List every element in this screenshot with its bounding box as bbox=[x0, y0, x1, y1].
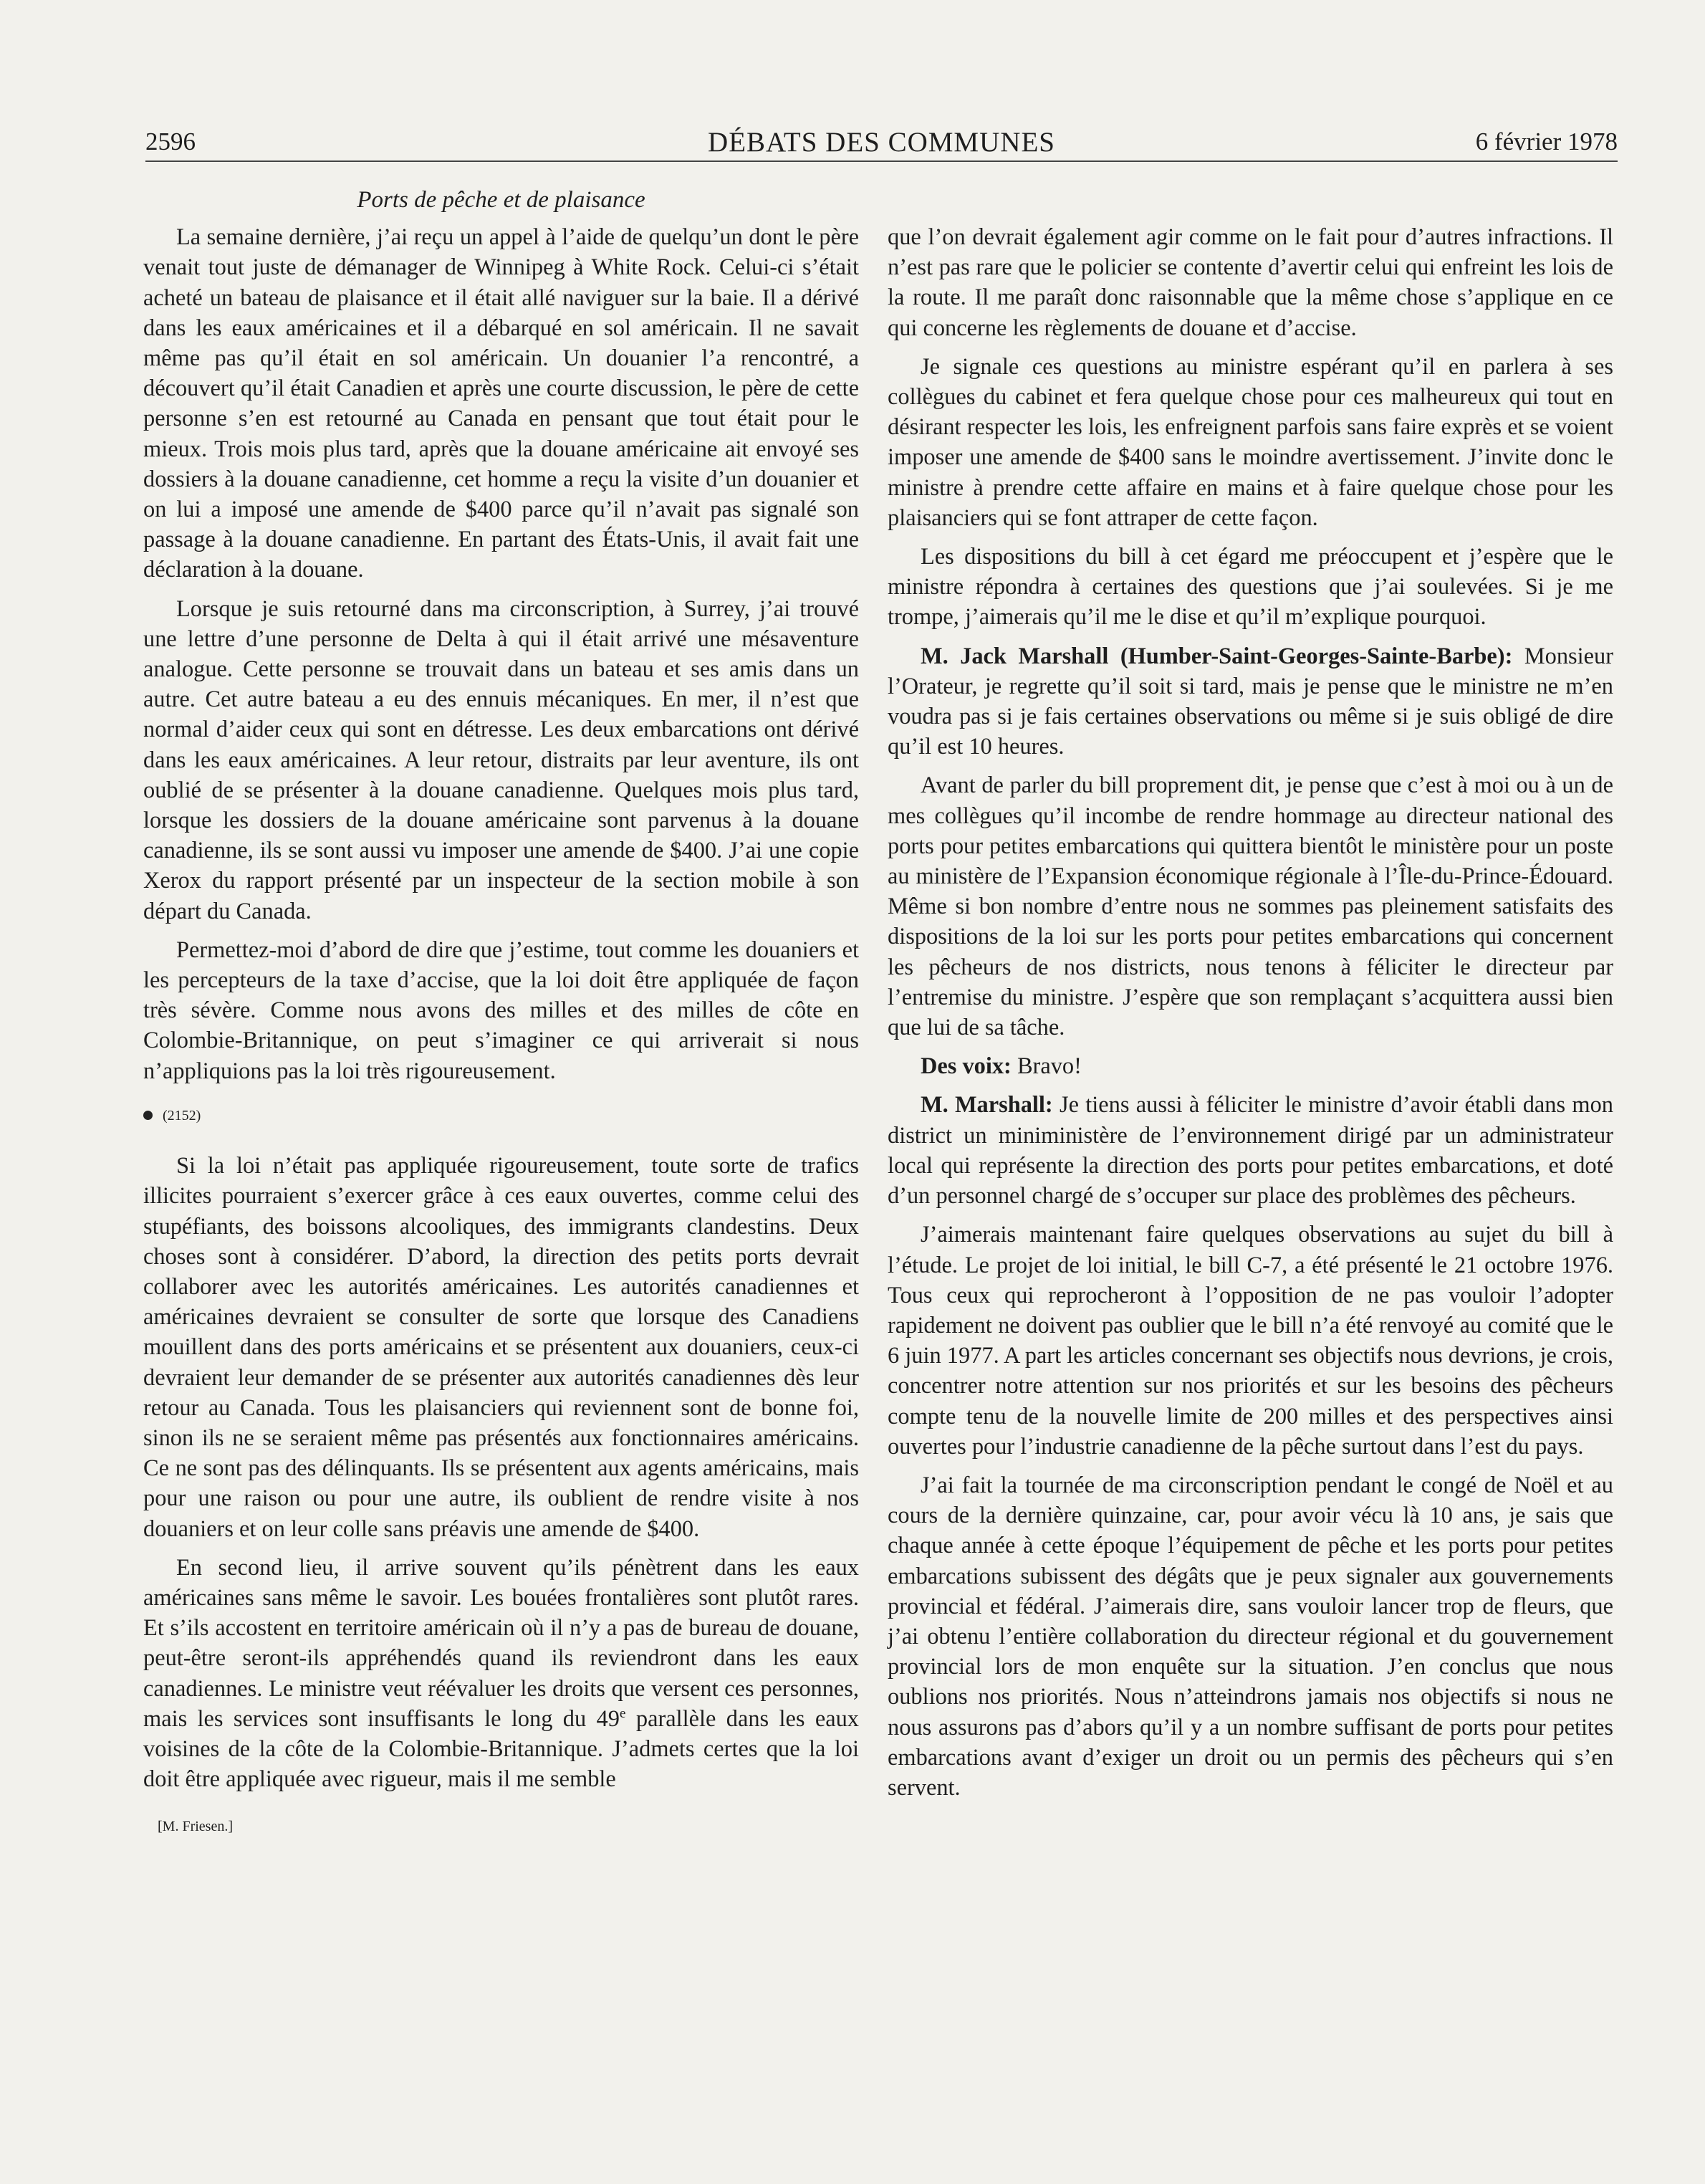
time-marker bbox=[143, 1101, 859, 1131]
paragraph bbox=[888, 641, 1613, 762]
paragraph bbox=[143, 1553, 859, 1795]
paragraph: La semaine dernière, j’ai reçu un appel à l’aide de quelqu’un dont le père venait tout juste de démanager de Winnipeg à White Rock. Celui-ci s’était acheté un bateau de plaisance et il était allé naviguer sur la baie. Il a dérivé dans les eaux américaines et il a débarqué en sol américain. Il ne savait même pas qu’il était en sol américain. Un douanier l’a rencontré, a découvert qu’il était Canadien et après une courte discussion, le père de cette personne s’en est retourné au Canada en pensant que tout était pour le mieux. Trois mois plus tard, après que la douane américaine ait envoyé ses dossiers à la douane canadienne, cet homme a reçu la visite d’un douanier et on lui a imposé une amende de $400 parce qu’il n’avait pas signalé son passage à la douane canadienne. En partant des États-Unis, il avait fait une déclaration à la douane. bbox=[143, 224, 859, 583]
paragraph: J’ai fait la tournée de ma circonscription pendant le congé de Noël et au cours de la dernière quinzaine, car, pour avoir vécu là 10 ans, je sais que chaque année à cette époque l’équipement de pêche et les ports pour petites embarcations subissent des dégâts que je peux signaler aux gouvernements provincial et fédéral. J’aimerais dire, sans vouloir lancer trop de fleurs, que j’ai obtenu l’entière collaboration du directeur régional et du gouvernement provincial lors de mon enquête sur la situation. J’en conclus que nous oublions nos priorités. Nous n’atteindrons jamais nos objectifs si nous ne nous assurons pas d’abors qu’il y a un nombre suffisant de ports pour petites embarcations avant d’exiger un droit ou un permis des pêcheurs qui s’en servent. bbox=[888, 1472, 1613, 1801]
paragraph: J’aimerais maintenant faire quelques observations au sujet du bill à l’étude. Le projet de loi initial, le bill C-7, a été présenté le 21 octobre 1976. Tous ceux qui reprocheront à l’opposition de ne pas vouloir l’adopter rapidement ne doivent pas oublier que le bill n’a été renvoyé au comité que le 6 juin 1977. A part les articles concernant ses objectifs nous devrions, je crois, concentrer notre attention sur nos priorités et sur les besoins des pêcheurs compte tenu de la nouvelle limite de 200 milles et des perspectives ainsi ouvertes pour l’industrie canadienne de la pêche surtout dans l’est du pays. bbox=[888, 1222, 1613, 1460]
paragraph-text: Je tiens aussi à féliciter le ministre d’avoir établi dans mon district un miniministère de l’environnement dirigé par un administrateur local qui représente la direction des ports pour petites embarcations, et doté d’un personnel chargé de s’occuper sur place des problèmes des pêcheurs. bbox=[888, 1092, 1613, 1210]
speaker-footnote: [M. Friesen.] bbox=[158, 1819, 233, 1835]
speaker-name: Des voix: bbox=[921, 1053, 1012, 1080]
paragraph: Je signale ces questions au ministre espérant qu’il en parlera à ses collègues du cabinet et fera quelque chose pour ces malheureux qui tout en désirant respecter les lois, les enfreignent parfois sans faire exprès et se voient imposer une amende de $400 sans le moindre avertissement. J’invite donc le ministre à prendre cette affaire en mains et à faire quelque chose pour les plaisanciers qui se font attraper de cette façon. bbox=[888, 353, 1613, 531]
left-column bbox=[143, 185, 859, 1842]
paragraph: que l’on devrait également agir comme on le fait pour d’autres infractions. Il n’est pas rare que le policier se contente d’avertir celui qui enfreint les lois de la route. Il me paraît donc raisonnable que la même chose s’applique en ce qui concerne les règlements de douane et d’accise. bbox=[888, 224, 1613, 341]
page-header bbox=[145, 125, 1618, 162]
speaker-name: M. Marshall: bbox=[921, 1092, 1053, 1119]
paragraph: Si la loi n’était pas appliquée rigoureusement, toute sorte de trafics illicites pourraient s’exercer grâce à ces eaux ouvertes, comme celui des stupéfiants, des boissons alcooliques, des immigrants clandestins. Deux choses sont à considérer. D’abord, la direction des petits ports devrait collaborer avec les autorités américaines. Les autorités canadiennes et américaines devraient se consulter de sorte que lorsque des Canadiens mouillent dans des ports américains et se présentent aux douaniers, ceux-ci devraient leur demander de se présenter aux autorités canadiennes dès leur retour au Canada. Tous les plaisanciers qui reviennent sont de bonne foi, sinon ils ne se seraient même pas présentés aux fonctionnaires américains. Ce ne sont pas des délinquants. Ils se présentent aux agents américains, mais pour une raison ou pour une autre, ils oublient de rendre visite à nos douaniers et on leur colle sans préavis une amende de $400. bbox=[143, 1153, 859, 1542]
paragraph-text: En second lieu, il arrive souvent qu’ils pénètrent dans les eaux américaines sans même le savoir. Les bouées frontalières sont plutôt rares. Et s’ils accostent en territoire américain où il n’y a pas de bureau de douane, peut-être seront-ils appréhendés quand ils reviendront dans les eaux canadiennes. Le ministre veut réévaluer les droits que versent ces personnes, mais les services sont insuffisants le long du 49 bbox=[143, 1554, 859, 1732]
paragraph: Les dispositions du bill à cet égard me préoccupent et j’espère que le ministre répondra à certaines des questions que j’ai soulevées. Si je me trompe, j’aimerais qu’il me le dise et qu’il m’explique pourquoi. bbox=[888, 544, 1613, 631]
paragraph-text: Monsieur l’Orateur, je regrette qu’il soit si tard, mais je pense que le ministre ne m’en voudra pas si je fais certaines observations ou même si je suis obligé de dire qu’il est 10 heures. bbox=[888, 643, 1613, 760]
publication-title: DÉBATS DES COMMUNES bbox=[708, 127, 1055, 158]
page-date: 6 février 1978 bbox=[1475, 128, 1618, 155]
paragraph: Permettez-moi d’abord de dire que j’estime, tout comme les douaniers et les percepteurs de la taxe d’accise, que la loi doit être appliquée de façon très sévère. Comme nous avons des milles et des milles de côte en Colombie-Britannique, on peut s’imaginer ce qui arriverait si nous n’appliquions pas la loi très rigoureusement. bbox=[143, 937, 859, 1084]
time-marker-label: (2152) bbox=[163, 1107, 201, 1124]
paragraph: Lorsque je suis retourné dans ma circonscription, à Surrey, j’ai trouvé une lettre d’une personne de Delta à qui il était arrivé une mésaventure analogue. Cette personne se trouvait dans un bateau et ses amis dans un autre. Cet autre bateau a eu des ennuis mécaniques. En mer, il n’est que normal d’aider ceux qui sont en détresse. Les deux embarcations ont dérivé dans les eaux américaines. A leur retour, distraits par leur aventure, ils ont oublié de se présenter à la douane canadienne. Quelques mois plus tard, lorsque les dossiers de la douane américaine sont parvenus à la douane canadienne, ils se sont aussi vu imposer une amende de $400. J’ai une copie Xerox du rapport présenté par un inspecteur de la section mobile à son départ du Canada. bbox=[143, 595, 859, 924]
superscript: e bbox=[619, 1705, 626, 1721]
right-column bbox=[888, 222, 1613, 1811]
bullet-dot-icon bbox=[143, 1111, 153, 1120]
speaker-name: M. Jack Marshall (Humber-Saint-Georges-Sainte-Barbe): bbox=[921, 643, 1513, 669]
paragraph-text: parallèle dans les eaux voisines de la côte de la Colombie-Britannique. J’admets certes que la loi doit être appliquée avec rigueur, mais il me semble bbox=[143, 1705, 859, 1793]
paragraph bbox=[888, 1051, 1613, 1081]
paragraph: Avant de parler du bill proprement dit, je pense que c’est à moi ou à un de mes collègues qu’il incombe de rendre hommage au directeur national des ports pour petites embarcations qui quittera bientôt le ministère pour un poste au ministère de l’Expansion économique régionale à l’Île-du-Prince-Édouard. Même si bon nombre d’entre nous ne sommes pas pleinement satisfaits des dispositions de la loi sur les ports pour petites embarcations qui concernent les pêcheurs de nos districts, nous tenons à féliciter le directeur par l’entremise du ministre. J’espère que son remplaçant s’acquittera aussi bien que lui de sa tâche. bbox=[888, 772, 1613, 1041]
paragraph-text: Bravo! bbox=[1011, 1053, 1082, 1080]
page-number: 2596 bbox=[145, 128, 196, 155]
paragraph bbox=[888, 1090, 1613, 1211]
section-subheading: Ports de pêche et de plaisance bbox=[357, 187, 645, 213]
